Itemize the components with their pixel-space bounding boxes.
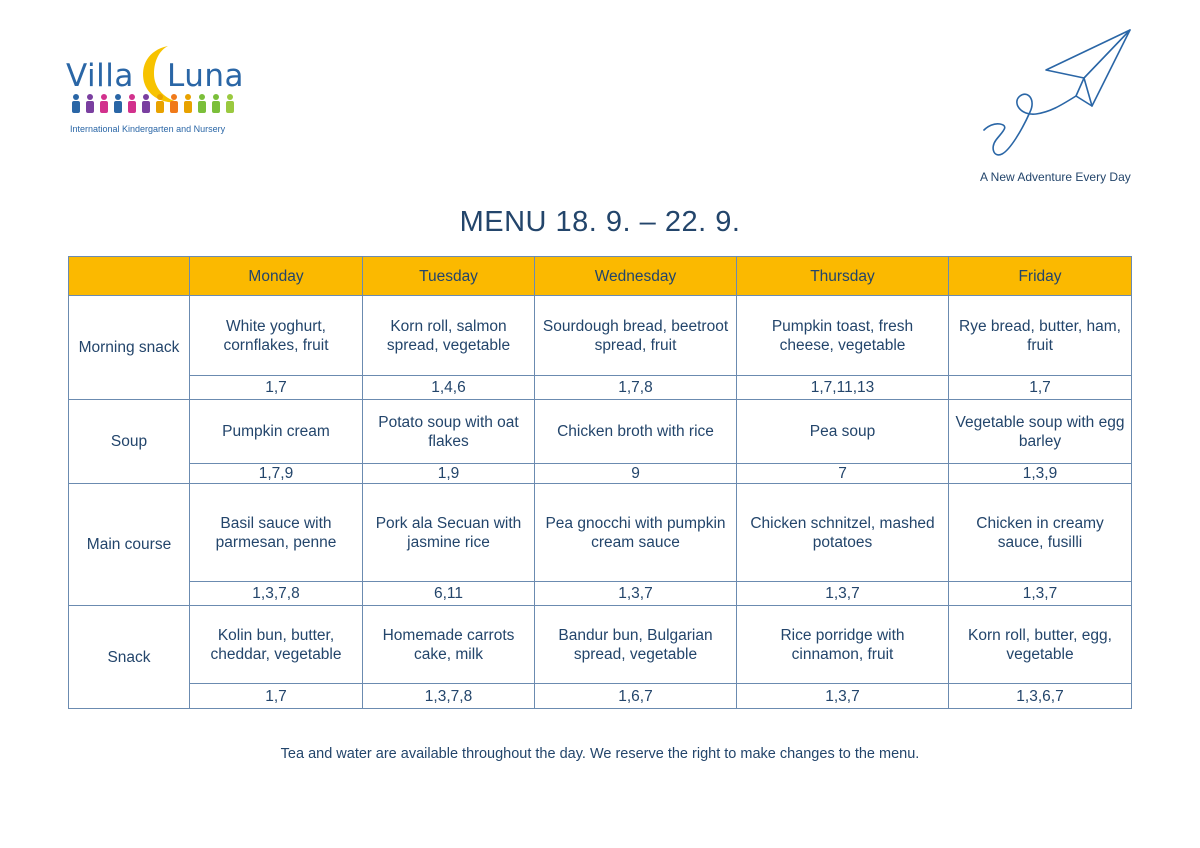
allergen-cell: 1,9 [363, 464, 535, 484]
allergen-cell: 1,3,6,7 [949, 684, 1132, 709]
meal-label-soup: Soup [69, 400, 190, 484]
page-title: MENU 18. 9. – 22. 9. [459, 206, 741, 238]
allergen-cell: 1,4,6 [363, 376, 535, 400]
dish-cell: Sourdough bread, beetroot spread, fruit [535, 296, 737, 376]
meal-label-snack: Snack [69, 606, 190, 709]
table-row [69, 606, 1132, 684]
dish-cell: Pumpkin cream [190, 400, 363, 464]
table-row [69, 484, 1132, 582]
allergen-cell: 6,11 [363, 582, 535, 606]
header-wednesday: Wednesday [535, 257, 737, 296]
dish-cell: White yoghurt, cornflakes, fruit [190, 296, 363, 376]
dish-cell: Korn roll, salmon spread, vegetable [363, 296, 535, 376]
dish-cell: Chicken schnitzel, mashed potatoes [737, 484, 949, 582]
table-row [69, 296, 1132, 376]
table-row [69, 582, 1132, 606]
dish-cell: Rye bread, butter, ham, fruit [949, 296, 1132, 376]
header-thursday: Thursday [737, 257, 949, 296]
footer-note: Tea and water are available throughout the day. We reserve the right to make changes to the menu. [280, 746, 920, 762]
allergen-cell: 9 [535, 464, 737, 484]
allergen-cell: 1,7 [190, 376, 363, 400]
dish-cell: Homemade carrots cake, milk [363, 606, 535, 684]
header-tuesday: Tuesday [363, 257, 535, 296]
allergen-cell: 1,7 [949, 376, 1132, 400]
villa-luna-logo [66, 44, 246, 140]
dish-cell: Kolin bun, butter, cheddar, vegetable [190, 606, 363, 684]
allergen-cell: 1,3,7 [535, 582, 737, 606]
allergen-cell: 1,7,8 [535, 376, 737, 400]
meal-label-main-course: Main course [69, 484, 190, 606]
paper-plane-icon [980, 26, 1140, 161]
dish-cell: Vegetable soup with egg barley [949, 400, 1132, 464]
dish-cell: Chicken in creamy sauce, fusilli [949, 484, 1132, 582]
allergen-cell: 1,3,7 [949, 582, 1132, 606]
logo-tagline: International Kindergarten and Nursery [70, 124, 226, 134]
table-row [69, 376, 1132, 400]
allergen-cell: 1,7,9 [190, 464, 363, 484]
allergen-cell: 7 [737, 464, 949, 484]
header-monday: Monday [190, 257, 363, 296]
dish-cell: Potato soup with oat flakes [363, 400, 535, 464]
dish-cell: Korn roll, butter, egg, vegetable [949, 606, 1132, 684]
allergen-cell: 1,3,7,8 [190, 582, 363, 606]
logo-word-luna: Luna [167, 58, 245, 94]
menu-table [68, 256, 1132, 709]
allergen-cell: 1,7 [190, 684, 363, 709]
dish-cell: Pork ala Secuan with jasmine rice [363, 484, 535, 582]
dish-cell: Pea gnocchi with pumpkin cream sauce [535, 484, 737, 582]
allergen-cell: 1,3,7 [737, 582, 949, 606]
dish-cell: Pumpkin toast, fresh cheese, vegetable [737, 296, 949, 376]
header-friday: Friday [949, 257, 1132, 296]
dish-cell: Basil sauce with parmesan, penne [190, 484, 363, 582]
header-corner [69, 257, 190, 296]
dish-cell: Bandur bun, Bulgarian spread, vegetable [535, 606, 737, 684]
allergen-cell: 1,3,7,8 [363, 684, 535, 709]
allergen-cell: 1,7,11,13 [737, 376, 949, 400]
table-row [69, 464, 1132, 484]
meal-label-morning-snack: Morning snack [69, 296, 190, 400]
allergen-cell: 1,6,7 [535, 684, 737, 709]
table-row [69, 684, 1132, 709]
allergen-cell: 1,3,9 [949, 464, 1132, 484]
header-row [69, 257, 1132, 296]
logo-word-villa: Villa [66, 58, 134, 94]
allergen-cell: 1,3,7 [737, 684, 949, 709]
dish-cell: Rice porridge with cinnamon, fruit [737, 606, 949, 684]
dish-cell: Chicken broth with rice [535, 400, 737, 464]
children-icon [70, 92, 240, 116]
table-row [69, 400, 1132, 464]
dish-cell: Pea soup [737, 400, 949, 464]
slogan: A New Adventure Every Day [980, 170, 1131, 184]
